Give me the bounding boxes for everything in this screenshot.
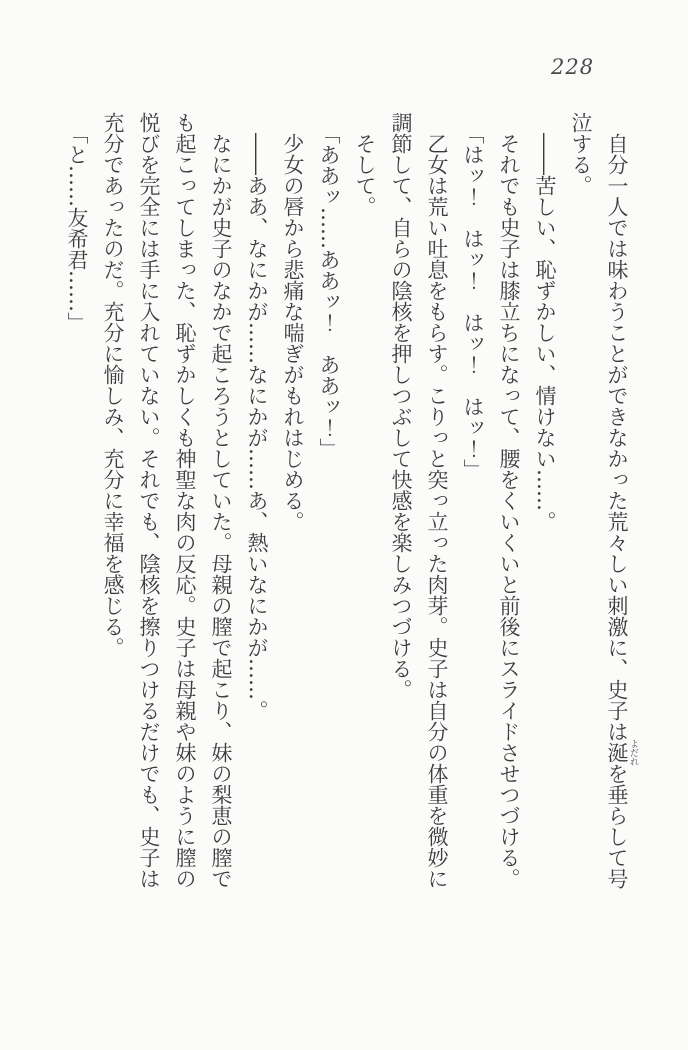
paragraph: そして。 [353,133,377,217]
paragraph: 乙女は荒い吐息をもらす。こりっと突っ立った肉芽。史子は自分の体重を微妙に調節して、自らの陰核を押しつぶして快感を楽しみつづける。 [389,112,449,889]
paragraph: なにかが史子のなかで起ころうとしていた。母親の膣で起こり、妹の梨恵の膣でも起こってしまった、恥ずかしくも神聖な肉の反応。史子は母親や妹のように膣の悦びを完全には手に入れていない。それでも、陰核を擦りつけるだけでも、史子は充分であったのだ。充分に愉しみ、充分に幸福を感じる。 [101,112,233,889]
dialogue-line: 「ああッ……ああッ！ ああッ！」 [317,122,341,459]
page-number: 228 [551,55,595,79]
paragraph: ――苦しい、恥ずかしい、情けない……。 [533,133,557,532]
paragraph: 自分一人では味わうことができなかった荒々しい刺激に、史子は涎 よだれを垂らして号泣する。 [569,112,638,889]
paragraph: それでも史子は膝立ちになって、腰をくいくいと前後にスライドさせつづける。 [497,133,521,889]
paragraph: ――ああ、なにかが……なにかが……あ、熱いなにかが……。 [245,133,269,721]
paragraph: 少女の唇から悲痛な喘ぎがもれはじめる。 [281,133,305,532]
dialogue-line: 「はッ！ はッ！ はッ！ はッ！」 [461,122,485,480]
vertical-text-block [59,112,638,896]
ruby-annotated-word: 涎 よだれ [605,739,638,766]
dialogue-line: 「と……友希君……」 [65,122,89,333]
